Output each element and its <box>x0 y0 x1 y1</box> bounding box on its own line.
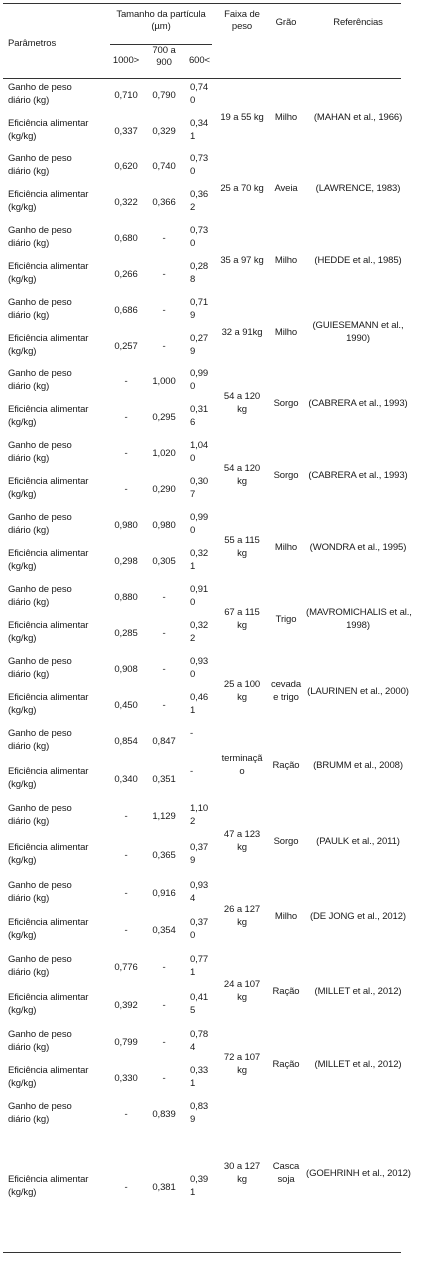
efficiency-label-line2: (kg/kg) <box>8 1004 37 1016</box>
gain-label-line2: diário (kg) <box>8 1042 50 1053</box>
grain-line1: Sorgo <box>273 835 299 847</box>
efficiency-label-line2: (kg/kg) <box>8 705 37 716</box>
gain-value-600-line1: 0,93 <box>190 656 209 667</box>
efficiency-label-line1: Eficiência alimentar <box>8 841 89 853</box>
efficiency-value-600-line2: 5 <box>190 1004 196 1016</box>
efficiency-value-600-line1: 0,46 <box>190 692 209 703</box>
efficiency-label-line1: Eficiência alimentar <box>8 991 89 1003</box>
grain-line1: Trigo <box>275 614 297 625</box>
gain-value-1000: 0,908 <box>114 664 138 675</box>
efficiency-value-600-line1: 0,27 <box>190 332 209 344</box>
efficiency-label-line2: (kg/kg) <box>8 854 37 866</box>
grain-line1: Milho <box>274 542 298 553</box>
efficiency-value-1000: - <box>124 1182 128 1193</box>
efficiency-value-700-900: - <box>162 1073 166 1084</box>
efficiency-value-600-line2: 2 <box>190 202 196 213</box>
gain-label-line1: Ganho de peso <box>8 1029 72 1040</box>
header-particle-size-line2: (µm) <box>151 21 171 32</box>
efficiency-value-600-line1: 0,34 <box>190 117 209 129</box>
weight-range-line2: kg <box>237 404 247 415</box>
reference-line1: (MAHAN et al., 1966) <box>313 111 403 123</box>
efficiency-value-700-900: 0,354 <box>152 925 176 936</box>
reference-line2: 1998) <box>346 620 370 631</box>
gain-label-line2: diário (kg) <box>8 967 50 978</box>
efficiency-value-1000: 0,266 <box>114 269 138 280</box>
efficiency-label-line1: Eficiência alimentar <box>8 476 89 487</box>
gain-value-700-900: - <box>162 1037 166 1048</box>
efficiency-value-1000: 0,257 <box>114 340 138 352</box>
weight-range-line2: kg <box>237 476 247 487</box>
reference-line1: (BRUMM et al., 2008) <box>313 759 403 771</box>
reference-line1: (WONDRA et al., 1995) <box>309 542 407 553</box>
efficiency-label-line1: Eficiência alimentar <box>8 620 89 631</box>
gain-label-line2: diário (kg) <box>8 238 50 249</box>
efficiency-value-600-line2: 1 <box>190 705 196 716</box>
gain-value-1000: 0,854 <box>114 736 138 747</box>
weight-range-line1: 54 a 120 <box>223 391 261 402</box>
gain-value-1000: 0,776 <box>114 962 138 973</box>
gain-value-600-line1: 0,91 <box>190 584 209 595</box>
gain-value-600-line1: - <box>190 728 194 739</box>
weight-range-line1: 19 a 55 kg <box>220 111 264 123</box>
gain-label-line1: Ganho de peso <box>8 153 72 164</box>
efficiency-label-line1: Eficiência alimentar <box>8 261 89 272</box>
efficiency-value-600-line2: 7 <box>190 489 196 500</box>
header-references: Referências <box>333 17 383 28</box>
grain-line1: Ração <box>272 985 300 997</box>
gain-value-1000: - <box>124 1109 128 1120</box>
gain-value-600-line2: 0 <box>190 597 196 608</box>
gain-label-line1: Ganho de peso <box>8 954 72 965</box>
reference-line1: (HEDDE et al., 1985) <box>314 255 402 266</box>
header-weight-range-line1: Faixa de <box>224 9 260 20</box>
efficiency-value-700-900: - <box>162 269 166 280</box>
gain-value-1000: 0,980 <box>114 520 138 531</box>
gain-value-600-line1: 0,77 <box>190 954 209 965</box>
efficiency-label-line2: (kg/kg) <box>8 489 37 500</box>
gain-label-line1: Ganho de peso <box>8 440 72 451</box>
gain-value-600-line2: 0 <box>190 381 196 392</box>
grain-line1: Sorgo <box>273 470 299 481</box>
efficiency-value-600-line1: 0,33 <box>190 1065 209 1076</box>
weight-range-line1: 55 a 115 <box>224 535 260 546</box>
efficiency-value-600-line1: 0,36 <box>190 189 209 200</box>
reference-line2: 1990) <box>346 332 370 344</box>
gain-label-line1: Ganho de peso <box>8 82 72 93</box>
efficiency-value-700-900: 0,351 <box>152 773 176 785</box>
efficiency-value-700-900: 0,305 <box>152 556 176 567</box>
weight-range-line2: kg <box>237 917 247 928</box>
efficiency-value-600-line2: 1 <box>190 561 196 572</box>
grain-line1: Milho <box>274 111 298 123</box>
efficiency-label-line1: Eficiência alimentar <box>8 117 89 129</box>
weight-range-line1: 30 a 127 <box>223 1161 261 1172</box>
gain-label-line2: diário (kg) <box>8 95 50 106</box>
efficiency-label-line1: Eficiência alimentar <box>8 1065 89 1076</box>
efficiency-value-600-line1: 0,30 <box>190 476 209 487</box>
efficiency-value-700-900: 0,365 <box>152 849 176 861</box>
weight-range-line2: kg <box>237 620 247 631</box>
gain-label-line1: Ganho de peso <box>8 1101 72 1112</box>
weight-range-line1: 25 a 70 kg <box>220 183 264 194</box>
efficiency-value-700-900: 0,381 <box>152 1182 176 1193</box>
efficiency-label-line2: (kg/kg) <box>8 930 37 941</box>
efficiency-value-700-900: - <box>162 628 166 639</box>
efficiency-value-1000: 0,450 <box>114 700 138 711</box>
gain-value-700-900: 0,839 <box>152 1109 176 1120</box>
top-rule <box>3 3 401 4</box>
weight-range-line2: kg <box>237 1174 247 1185</box>
efficiency-value-700-900: 0,329 <box>152 125 176 137</box>
efficiency-value-600-line1: 0,37 <box>190 841 209 853</box>
gain-value-600-line1: 1,04 <box>190 440 209 451</box>
efficiency-label-line1: Eficiência alimentar <box>8 1174 89 1185</box>
gain-value-600-line2: 0 <box>190 95 196 106</box>
gain-value-600-line1: 0,99 <box>190 512 209 523</box>
weight-range-line1: 26 a 127 <box>223 904 261 915</box>
efficiency-label-line2: (kg/kg) <box>8 202 37 213</box>
grain-line1: Ração <box>272 759 300 771</box>
gain-label-line1: Ganho de peso <box>8 728 72 739</box>
gain-value-1000: - <box>124 888 128 899</box>
weight-range-line1: 32 a 91kg <box>221 326 263 338</box>
efficiency-value-1000: 0,330 <box>114 1073 138 1084</box>
gain-label-line2: diário (kg) <box>8 893 50 904</box>
subheader-600: 600< <box>189 55 210 66</box>
grain-line1: Ração <box>272 1059 300 1070</box>
gain-value-1000: 0,680 <box>114 233 138 244</box>
weight-range-line2: o <box>239 765 245 777</box>
efficiency-value-600-line2: 6 <box>190 417 196 428</box>
efficiency-value-700-900: - <box>162 700 166 711</box>
gain-label-line1: Ganho de peso <box>8 880 72 891</box>
gain-value-700-900: 1,129 <box>152 811 176 822</box>
weight-range-line1: 25 a 100 <box>223 679 261 690</box>
gain-value-700-900: - <box>162 233 166 244</box>
gain-value-600-line1: 0,71 <box>190 297 209 308</box>
gain-value-1000: 0,620 <box>114 161 138 172</box>
efficiency-value-600-line2: 2 <box>190 633 196 644</box>
gain-label-line1: Ganho de peso <box>8 584 72 595</box>
gain-value-1000: 0,799 <box>114 1037 138 1048</box>
gain-value-600-line2: 0 <box>190 453 196 464</box>
reference-line1: (PAULK et al., 2011) <box>316 835 400 847</box>
gain-label-line2: diário (kg) <box>8 166 50 177</box>
gain-value-1000: 0,710 <box>114 90 138 101</box>
reference-line1: (GOEHRINH et al., 2012) <box>306 1168 411 1179</box>
efficiency-value-700-900: 0,366 <box>152 197 176 208</box>
gain-label-line2: diário (kg) <box>8 741 50 752</box>
efficiency-label-line1: Eficiência alimentar <box>8 189 89 200</box>
gain-value-700-900: 0,847 <box>152 736 176 747</box>
gain-value-600-line1: 0,83 <box>190 1101 209 1112</box>
efficiency-value-1000: - <box>124 484 128 495</box>
gain-value-600-line1: 0,74 <box>190 82 209 93</box>
gain-value-700-900: - <box>162 592 166 603</box>
gain-label-line1: Ganho de peso <box>8 656 72 667</box>
header-rule <box>3 78 401 79</box>
gain-label-line1: Ganho de peso <box>8 512 72 523</box>
gain-label-line2: diário (kg) <box>8 525 50 536</box>
efficiency-value-600-line2: 1 <box>190 1078 196 1089</box>
efficiency-value-1000: 0,337 <box>114 125 138 137</box>
gain-label-line1: Ganho de peso <box>8 803 72 814</box>
efficiency-value-600-line1: 0,31 <box>190 404 209 415</box>
efficiency-label-line2: (kg/kg) <box>8 633 37 644</box>
gain-value-700-900: 0,790 <box>152 90 176 101</box>
weight-range-line1: 72 a 107 <box>223 1052 261 1063</box>
gain-value-600-line2: 4 <box>190 1042 196 1053</box>
efficiency-label-line1: Eficiência alimentar <box>8 692 89 703</box>
gain-label-line2: diário (kg) <box>8 310 50 321</box>
efficiency-value-600-line1: - <box>190 765 194 777</box>
efficiency-value-600-line2: 1 <box>190 1187 196 1198</box>
header-particle-size <box>108 9 214 33</box>
gain-value-700-900: 0,980 <box>152 520 176 531</box>
reference-line1: (MILLET et al., 2012) <box>314 1059 402 1070</box>
gain-label-line1: Ganho de peso <box>8 368 72 379</box>
grain-line1: Milho <box>274 326 298 338</box>
gain-value-1000: 0,686 <box>114 305 138 316</box>
gain-value-700-900: 0,916 <box>152 888 176 899</box>
efficiency-value-600-line1: 0,32 <box>190 620 209 631</box>
grain-line1: Milho <box>274 255 298 266</box>
efficiency-label-line1: Eficiência alimentar <box>8 765 89 777</box>
subheader-700-900-line2: 900 <box>156 57 172 68</box>
efficiency-value-1000: 0,298 <box>114 556 138 567</box>
gain-value-700-900: - <box>162 664 166 675</box>
reference-line1: (LAURINEN et al., 2000) <box>307 686 409 697</box>
gain-value-600-line2: 1 <box>190 967 196 978</box>
header-particle-size-line1: Tamanho da partícula <box>116 9 206 20</box>
gain-value-600-line1: 1,10 <box>190 803 209 814</box>
weight-range-line2: kg <box>237 991 247 1003</box>
gain-value-600-line2: 0 <box>190 238 196 249</box>
gain-value-600-line2: 2 <box>190 816 196 827</box>
weight-range-line1: 35 a 97 kg <box>220 255 264 266</box>
gain-value-700-900: 0,740 <box>152 161 176 172</box>
efficiency-value-600-line1: 0,39 <box>190 1174 209 1185</box>
reference-line1: (CABRERA et al., 1993) <box>308 470 408 481</box>
reference-line1: (CABRERA et al., 1993) <box>308 398 408 409</box>
efficiency-label-line2: (kg/kg) <box>8 417 37 428</box>
gain-value-700-900: 1,000 <box>152 376 176 387</box>
header-parameters: Parâmetros <box>8 38 57 49</box>
reference-line1: (DE JONG et al., 2012) <box>309 911 406 922</box>
weight-range-line1: terminaçã <box>221 752 263 764</box>
reference-line1: (MILLET et al., 2012) <box>314 985 402 997</box>
efficiency-value-1000: 0,340 <box>114 773 138 785</box>
efficiency-value-600-line2: 9 <box>190 345 196 357</box>
header-grain: Grão <box>275 17 297 28</box>
efficiency-label-line1: Eficiência alimentar <box>8 332 89 344</box>
gain-value-1000: 0,880 <box>114 592 138 603</box>
gain-label-line2: diário (kg) <box>8 453 50 464</box>
weight-range-line1: 47 a 123 <box>223 828 261 840</box>
grain-line1: Sorgo <box>273 398 299 409</box>
efficiency-value-600-line2: 1 <box>190 130 196 142</box>
gain-label-line1: Ganho de peso <box>8 225 72 236</box>
weight-range-line1: 54 a 120 <box>223 463 261 474</box>
gain-value-600-line2: 0 <box>190 166 196 177</box>
header-weight-range-line2: peso <box>231 21 253 32</box>
efficiency-label-line1: Eficiência alimentar <box>8 548 89 559</box>
efficiency-value-1000: 0,322 <box>114 197 138 208</box>
gain-value-600-line1: 0,73 <box>190 153 209 164</box>
subheader-1000: 1000> <box>112 55 140 66</box>
efficiency-label-line1: Eficiência alimentar <box>8 917 89 928</box>
efficiency-label-line2: (kg/kg) <box>8 345 37 357</box>
gain-value-600-line2: 9 <box>190 310 196 321</box>
gain-label-line2: diário (kg) <box>8 669 50 680</box>
weight-range-line1: 24 a 107 <box>223 978 261 990</box>
gain-value-600-line1: 0,78 <box>190 1029 209 1040</box>
reference-line1: (MAVROMICHALIS et al., <box>306 607 412 618</box>
efficiency-value-1000: 0,285 <box>114 628 138 639</box>
subheader-700-900-line1: 700 a <box>152 45 176 56</box>
subheader-700-900 <box>144 45 184 69</box>
efficiency-label-line2: (kg/kg) <box>8 274 37 285</box>
grain-line1: Casca <box>272 1161 300 1172</box>
efficiency-value-1000: - <box>124 925 128 936</box>
efficiency-value-600-line2: 0 <box>190 930 196 941</box>
efficiency-value-600-line2: 8 <box>190 274 196 285</box>
gain-value-600-line1: 0,73 <box>190 225 209 236</box>
efficiency-label-line1: Eficiência alimentar <box>8 404 89 415</box>
gain-value-600-line2: 0 <box>190 669 196 680</box>
weight-range-line2: kg <box>237 1065 247 1076</box>
gain-label-line2: diário (kg) <box>8 816 50 827</box>
efficiency-value-600-line1: 0,32 <box>190 548 209 559</box>
gain-label-line2: diário (kg) <box>8 381 50 392</box>
gain-label-line1: Ganho de peso <box>8 297 72 308</box>
header-weight-range <box>214 9 270 33</box>
gain-value-1000: - <box>124 448 128 459</box>
efficiency-value-1000: - <box>124 849 128 861</box>
weight-range-line2: kg <box>237 548 247 559</box>
gain-value-600-line1: 0,99 <box>190 368 209 379</box>
efficiency-value-600-line1: 0,41 <box>190 991 209 1003</box>
efficiency-value-700-900: - <box>162 340 166 352</box>
gain-value-600-line2: 4 <box>190 893 196 904</box>
efficiency-label-line2: (kg/kg) <box>8 130 37 142</box>
reference-line1: (LAWRENCE, 1983) <box>315 183 401 194</box>
reference-line1: (GUIESEMANN et al., <box>312 319 404 331</box>
efficiency-value-1000: - <box>124 412 128 423</box>
grain-line1: Aveia <box>274 183 298 194</box>
grain-line2: e trigo <box>273 692 299 703</box>
grain-line2: soja <box>277 1174 295 1185</box>
weight-range-line2: kg <box>237 841 247 853</box>
gain-value-1000: - <box>124 376 128 387</box>
efficiency-value-700-900: 0,290 <box>152 484 176 495</box>
gain-value-700-900: - <box>162 962 166 973</box>
efficiency-label-line2: (kg/kg) <box>8 561 37 572</box>
efficiency-label-line2: (kg/kg) <box>8 1187 37 1198</box>
gain-value-600-line1: 0,93 <box>190 880 209 891</box>
gain-value-600-line2: 9 <box>190 1114 196 1125</box>
efficiency-value-700-900: 0,295 <box>152 412 176 423</box>
grain-line1: cevada <box>270 679 302 690</box>
efficiency-value-600-line2: 9 <box>190 854 196 866</box>
gain-value-700-900: - <box>162 305 166 316</box>
efficiency-label-line2: (kg/kg) <box>8 778 37 790</box>
gain-label-line2: diário (kg) <box>8 1114 50 1125</box>
efficiency-value-700-900: - <box>162 999 166 1011</box>
gain-label-line2: diário (kg) <box>8 597 50 608</box>
efficiency-value-600-line1: 0,37 <box>190 917 209 928</box>
bottom-rule <box>3 1252 401 1253</box>
efficiency-value-1000: 0,392 <box>114 999 138 1011</box>
gain-value-600-line2: 0 <box>190 525 196 536</box>
weight-range-line2: kg <box>237 692 247 703</box>
gain-value-700-900: 1,020 <box>152 448 176 459</box>
grain-line1: Milho <box>274 911 298 922</box>
gain-value-1000: - <box>124 811 128 822</box>
weight-range-line1: 67 a 115 <box>224 607 260 618</box>
efficiency-label-line2: (kg/kg) <box>8 1078 37 1089</box>
efficiency-value-600-line1: 0,28 <box>190 261 209 272</box>
